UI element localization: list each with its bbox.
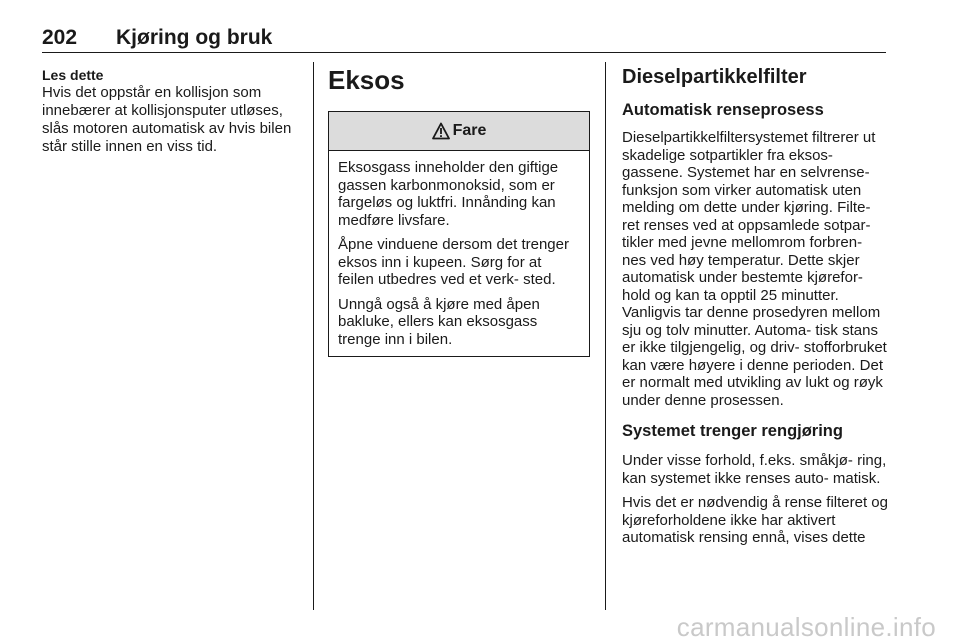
danger-paragraph: Åpne vinduene dersom det trenger eksos inn i kupeen. Sørg for at feilen utbedres ved et verk- sted. <box>338 236 569 288</box>
watermark <box>0 612 960 643</box>
danger-label: Fare <box>452 122 487 139</box>
danger-box <box>328 111 590 357</box>
danger-body <box>329 151 589 356</box>
body-paragraph: Under visse forhold, f.eks. småkjø- ring, kan systemet ikke renses auto- matisk. <box>622 452 887 487</box>
column-divider <box>313 62 314 610</box>
danger-paragraph: Unngå også å kjøre med åpen bakluke, ellers kan eksosgass trenge inn i bilen. <box>338 295 540 348</box>
subheading-auto-cleaning: Automatisk renseprosess <box>622 101 824 119</box>
watermark-text: carmanualsonline.info <box>676 612 936 642</box>
danger-header <box>329 112 589 151</box>
subheading-needs-cleaning: Systemet trenger rengjøring <box>622 422 843 440</box>
section-title-exhaust: Eksos <box>328 65 405 95</box>
warning-triangle-icon <box>432 122 450 140</box>
column-divider <box>605 62 606 610</box>
left-column <box>42 66 304 156</box>
page-number: 202 <box>42 26 78 49</box>
danger-paragraph: Eksosgass inneholder den giftige gassen karbonmonoksid, som er fargeløs og luktfri. Innånding kan medføre livsfare. <box>338 159 559 229</box>
right-column <box>622 64 890 554</box>
body-paragraph: Hvis det er nødvendig å rense filteret og kjøreforholdene ikke har aktivert automatisk rensing ennå, vises dette <box>622 494 888 546</box>
chapter-title: Kjøring og bruk <box>116 26 273 49</box>
note-lead: Les dette <box>42 67 104 83</box>
note-text: Hvis det oppstår en kollisjon som innebærer at kollisjonsputer utløses, slås motoren automatisk av hvis bilen står stille innen en viss tid. <box>42 84 292 155</box>
section-title-dpf: Dieselpartikkelfilter <box>622 66 807 88</box>
middle-column <box>328 64 592 357</box>
page-header <box>42 26 886 53</box>
body-paragraph: Dieselpartikkelfiltersystemet filtrerer ut skadelige sotpartikler fra eksos- gassene. Systemet har en selvrense- funksjon som virker automatisk uten melding om dette under kjøring. Filte- ret renses ved at oppsamlede sotpar- tikler med jevne mellomrom forbren- nes ved høy temperatur. Dette skjer automatisk under bestemte kjørefor- hold og kan ta opptil 25 minutter. Vanligvis tar denne prosedyren mellom sju og tolv minutter. Automa- tisk stans er ikke tilgjengelig, og driv- stofforbruket kan være høyere i denne perioden. Det er normalt med utvikling av lukt og røyk under denne prosessen. <box>622 129 887 409</box>
